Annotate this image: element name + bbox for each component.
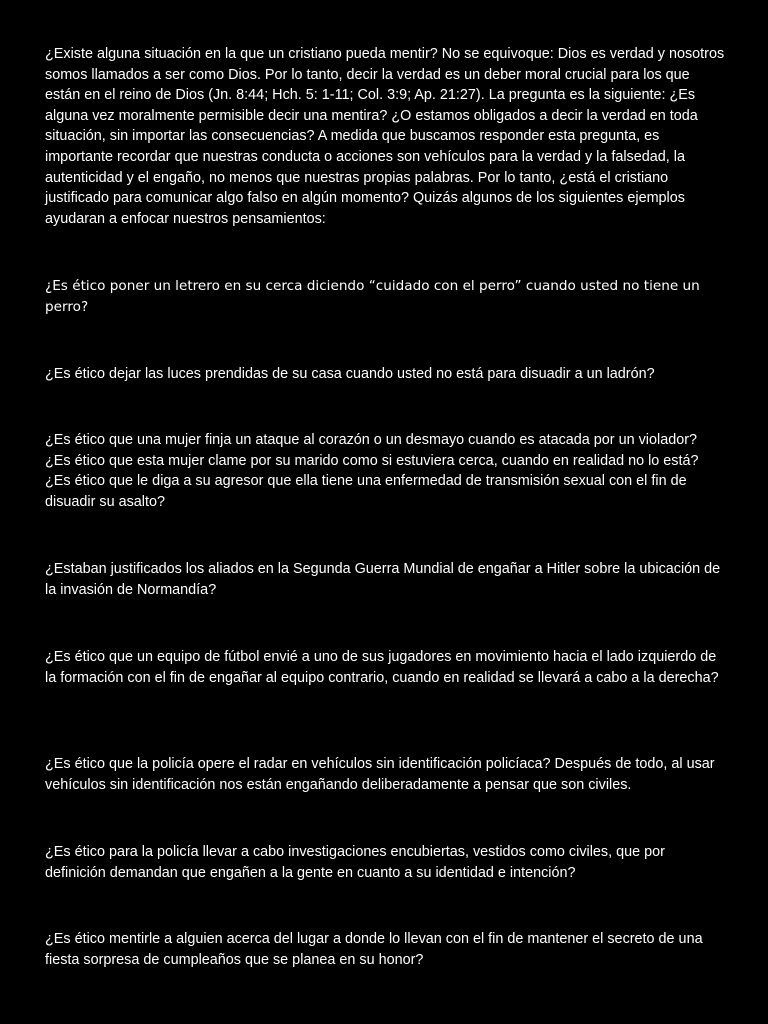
intro-paragraph: ¿Existe alguna situación en la que un cristiano pueda mentir? No se equivoque: Dios es verdad y nosotros somos llamados a ser como Dios. Por lo tanto, decir la verdad es un deber moral crucial para los que están en el reino de Dios (Jn. 8:44; Hch. 5: 1-11; Col. 3:9; Ap. 21:27). La pregunta es la siguiente: ¿Es alguna vez moralmente permisible decir una mentira? ¿O estamos obligados a decir la verdad en toda situación, sin importar las consecuencias? A medida que buscamos responder esta pregunta, es importante recordar que nuestras conducta o acciones son vehículos para la verdad y la falsedad, la autenticidad y el engaño, no menos que nuestras propias palabras. Por lo tanto, ¿está el cristiano justificado para comunicar algo falso en algún momento? Quizás algunos de los siguientes ejemplos ayudaran a enfocar nuestros pensamientos:	[45, 46, 725, 227]
question-normandy: ¿Estaban justificados los aliados en la Segunda Guerra Mundial de engañar a Hitler sobre la ubicación de la invasión de Normandía?	[45, 561, 721, 598]
question-undercover-police: ¿Es ético para la policía llevar a cabo investigaciones encubiertas, vestidos como civiles, que por definición demandan que engañen a la gente en cuanto a su identidad e intención?	[45, 844, 665, 881]
question-police-radar: ¿Es ético que la policía opere el radar en vehículos sin identificación policíaca? Después de todo, al usar vehículos sin identificación nos están engañando deliberadamente a pensar que son civiles.	[45, 756, 715, 793]
question-woman-attack: ¿Es ético que una mujer finja un ataque al corazón o un desmayo cuando es atacada por un violador? ¿Es ético que esta mujer clame por su marido como si estuviera cerca, cuando en realidad no lo está? ¿Es ético que le diga a su agresor que ella tiene una enfermedad de transmisión sexual con el fin de disuadir su asalto?	[45, 432, 699, 510]
question-football: ¿Es ético que un equipo de fútbol envié a uno de sus jugadores en movimiento hacia el lado izquierdo de la formación con el fin de engañar al equipo contrario, cuando en realidad se llevará a cabo a la derecha?	[45, 649, 719, 686]
question-house-lights: ¿Es ético dejar las luces prendidas de su casa cuando usted no está para disuadir a un ladrón?	[45, 366, 655, 382]
question-surprise-party: ¿Es ético mentirle a alguien acerca del lugar a donde lo llevan con el fin de mantener el secreto de una fiesta sorpresa de cumpleaños que se planea en su honor?	[45, 931, 703, 968]
question-dog-sign: ¿Es ético poner un letrero en su cerca diciendo “cuidado con el perro” cuando usted no tiene un perro?	[45, 278, 700, 315]
